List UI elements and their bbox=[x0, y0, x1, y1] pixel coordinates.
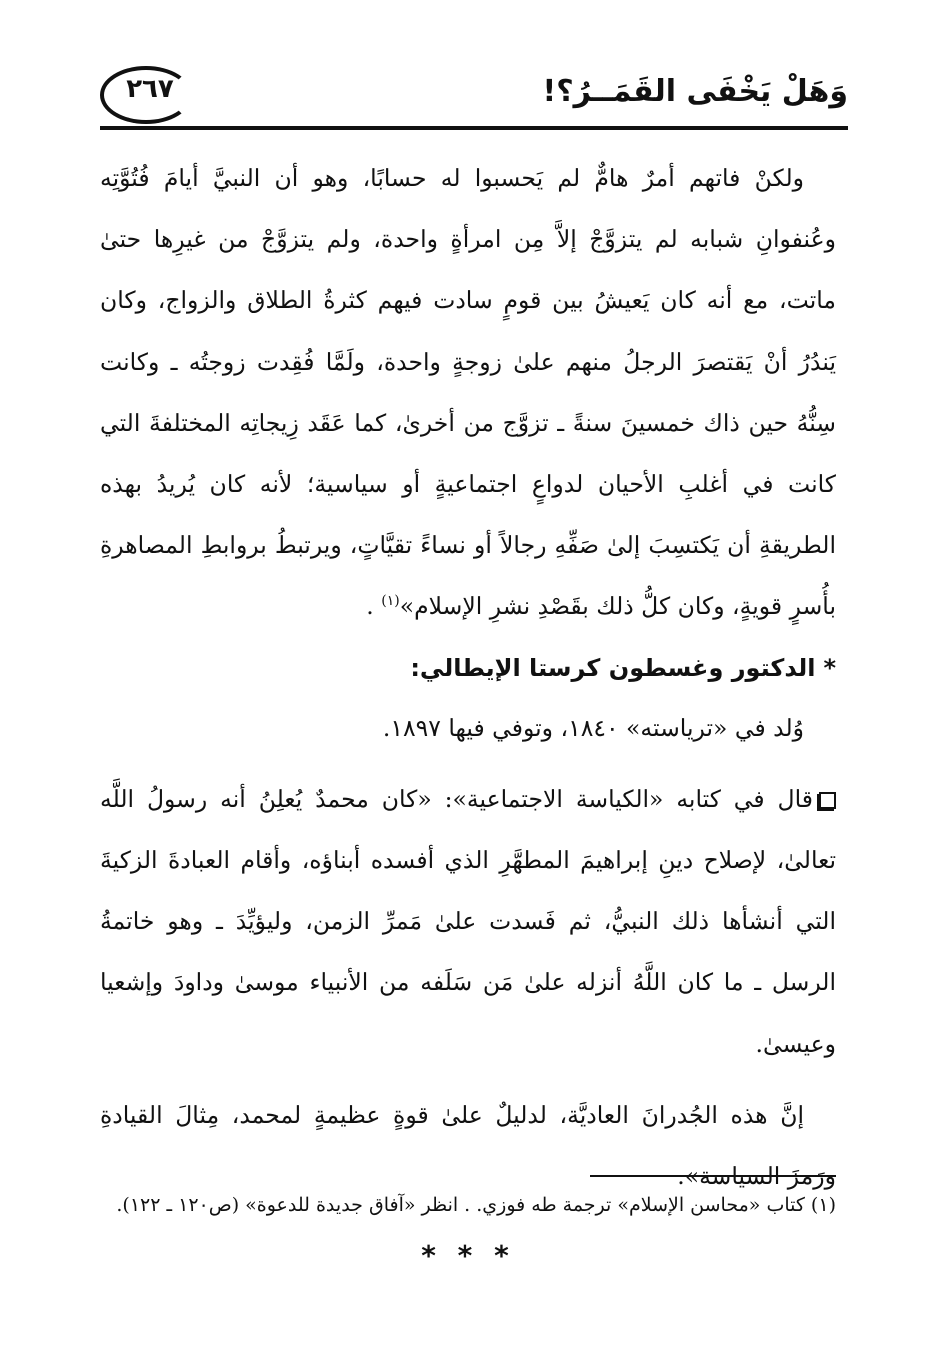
footnote-rule bbox=[590, 1175, 836, 1177]
footnote-ref: (١) bbox=[381, 593, 400, 610]
paragraph-end: . bbox=[366, 592, 382, 621]
page-header bbox=[100, 56, 848, 130]
header-rule bbox=[100, 126, 848, 130]
section-heading bbox=[100, 638, 836, 698]
birth-line: وُلد في «ترياسته» ١٨٤٠، وتوفي فيها ١٨٩٧. bbox=[382, 713, 804, 742]
running-title: وَهَلْ يَخْفَى القَمَــرُ؟! bbox=[542, 74, 848, 109]
quote-text: قال في كتابه «الكياسة الاجتماعية»: «كان محمدٌ يُعلِنُ أنه رسولُ اللَّه تعالىٰ، لإصلاح دينِ إبراهيمَ المطهَّرِ الذي أفسده أبناؤه، وأقام العبادةَ الزكيةَ التي أنشأها ذلك النبيُّ، ثم فَسدت علىٰ مَمرِّ الزمن، وليؤيِّدَ ـ وهو خاتمةُ الرسل ـ ما كان اللَّهُ أنزله علىٰ مَن سَلَفه من الأنبياء موسىٰ وداودَ وإشعيا وعيسىٰ. bbox=[100, 784, 836, 1058]
page-number: ٢٦٧ bbox=[126, 74, 174, 104]
footnote: (١) كتاب «محاسن الإسلام» ترجمة طه فوزي. . انظر «آفاق جديدة للدعوة» (ص١٢٠ ـ ١٢٢). bbox=[116, 1194, 836, 1216]
quote-paragraph bbox=[100, 769, 836, 1075]
paragraph-marriage bbox=[100, 148, 836, 638]
page-body bbox=[100, 148, 836, 1272]
square-bullet-icon bbox=[819, 792, 836, 809]
section-heading-text: الدكتور وغسطون كرستا الإيطالي: bbox=[410, 653, 816, 682]
asterisk-icon: * bbox=[823, 653, 836, 682]
section-separator: * * * bbox=[421, 1239, 515, 1273]
paragraph-text: ولكنْ فاتهم أمرٌ هامٌّ لم يَحسبوا له حسابًا، وهو أن النبيَّ أيامَ فُتُوَّتِه وعُنفوانِ شبابه لم يتزوَّجْ إلاَّ مِن امرأةٍ واحدة، ولم يتزوَّجْ من غيرِها حتىٰ ماتت، مع أنه كان يَعيشُ بين قومٍ سادت فيهم كثرةُ الطلاق والزواج، وكان يَندُرُ أنْ يَقتصرَ الرجلُ منهم علىٰ زوجةٍ واحدة، ولَمَّا فُقِدت زوجتُه ـ وكانت سِنُّهُ حين ذاك خمسينَ سنةً ـ تزوَّج من أخرىٰ، كما عَقَد زِيجاتِه المختلفةَ التي كانت في أغلبِ الأحيان لدواعٍ اجتماعيةٍ أو سياسية؛ لأنه كان يُريدُ بهذه الطريقةِ أن يَكتسِبَ إلىٰ صَفِّهِ رجالاً أو نساءً تقيَّاتٍ، ويرتبطُ بروابطِ المصاهرةِ بأُسرٍ قويةٍ، وكان كلُّ ذلك بقَصْدِ نشرِ الإسلام» bbox=[100, 164, 836, 621]
closing-paragraph: إنَّ هذه الجُدرانَ العاديَّة، لدليلٌ علىٰ قوةٍ عظيمةٍ لمحمد، مِثالَ القيادةِ ورَمزَ السياسة». bbox=[100, 1100, 836, 1191]
